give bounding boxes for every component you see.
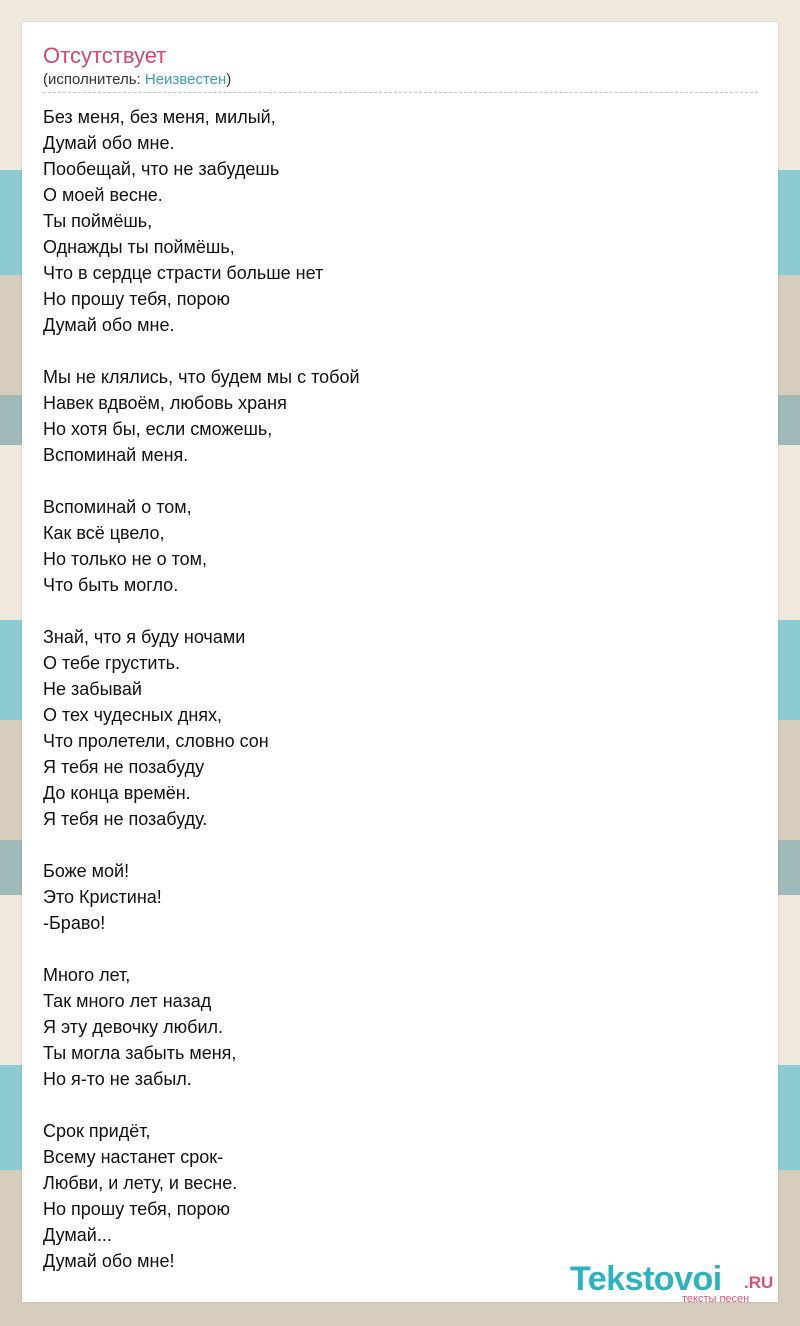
lyrics-line: Однажды ты поймёшь, — [43, 237, 235, 257]
lyrics-line: Думай обо мне. — [43, 315, 175, 335]
lyrics-line: Всему настанет срок- — [43, 1147, 224, 1167]
lyrics-text — [43, 104, 758, 1274]
lyrics-line: О моей весне. — [43, 185, 163, 205]
lyrics-line: Ты могла забыть меня, — [43, 1043, 237, 1063]
lyrics-line: Боже мой! — [43, 861, 130, 881]
lyrics-line: Это Кристина! — [43, 887, 162, 907]
lyrics-line: Что быть могло. — [43, 575, 179, 595]
lyrics-line: Думай обо мне! — [43, 1251, 175, 1271]
lyrics-line: Как всё цвело, — [43, 523, 165, 543]
lyrics-line: Но только не о том, — [43, 549, 208, 569]
lyrics-line: Не забывай — [43, 679, 142, 699]
artist-prefix: (исполнитель: — [43, 71, 145, 88]
lyrics-line: Вспоминай меня. — [43, 445, 189, 465]
lyrics-card — [22, 22, 778, 1305]
lyrics-line: Что в сердце страсти больше нет — [43, 263, 324, 283]
lyrics-line: Но прошу тебя, порою — [43, 1199, 231, 1219]
lyrics-line: -Браво! — [43, 913, 106, 933]
lyrics-blank-line — [43, 1092, 758, 1118]
artist-line — [43, 70, 758, 90]
lyrics-line: Что пролетели, словно сон — [43, 731, 269, 751]
lyrics-line: Думай обо мне. — [43, 133, 175, 153]
lyrics-line: О тех чудесных днях, — [43, 705, 223, 725]
lyrics-blank-line — [43, 832, 758, 858]
lyrics-line: Навек вдвоём, любовь храня — [43, 393, 287, 413]
lyrics-line: Пообещай, что не забудешь — [43, 159, 280, 179]
lyrics-line: Но хотя бы, если сможешь, — [43, 419, 273, 439]
song-header — [43, 42, 758, 93]
logo-tagline: тексты песен — [682, 1293, 750, 1305]
lyrics-line: Я тебя не позабуду — [43, 757, 205, 777]
lyrics-line: До конца времён. — [43, 783, 191, 803]
lyrics-line: Но прошу тебя, порою — [43, 289, 231, 309]
lyrics-line: Срок придёт, — [43, 1121, 151, 1141]
lyrics-line: Вспоминай о том, — [43, 497, 192, 517]
lyrics-line: Я эту девочку любил. — [43, 1017, 224, 1037]
song-title: Отсутствует — [43, 43, 167, 68]
lyrics-line: Так много лет назад — [43, 991, 212, 1011]
lyrics-blank-line — [43, 338, 758, 364]
site-logo[interactable] — [570, 1260, 774, 1308]
lyrics-line: О тебе грустить. — [43, 653, 181, 673]
artist-link[interactable]: Неизвестен — [144, 71, 227, 88]
lyrics-blank-line — [43, 598, 758, 624]
lyrics-line: Ты поймёшь, — [43, 211, 153, 231]
lyrics-line: Но я-то не забыл. — [43, 1069, 192, 1089]
lyrics-line: Любви, и лету, и весне. — [43, 1173, 238, 1193]
lyrics-blank-line — [43, 468, 758, 494]
logo-name: Tekstovoi — [570, 1260, 722, 1298]
logo-tld: .RU — [744, 1273, 774, 1292]
lyrics-line: Мы не клялись, что будем мы с тобой — [43, 367, 360, 387]
lyrics-line: Я тебя не позабуду. — [43, 809, 208, 829]
lyrics-line: Много лет, — [43, 965, 131, 985]
artist-suffix: ) — [226, 71, 232, 88]
lyrics-blank-line — [43, 936, 758, 962]
lyrics-line: Без меня, без меня, милый, — [43, 107, 276, 127]
lyrics-line: Знай, что я буду ночами — [43, 627, 246, 647]
lyrics-line: Думай... — [43, 1225, 112, 1245]
